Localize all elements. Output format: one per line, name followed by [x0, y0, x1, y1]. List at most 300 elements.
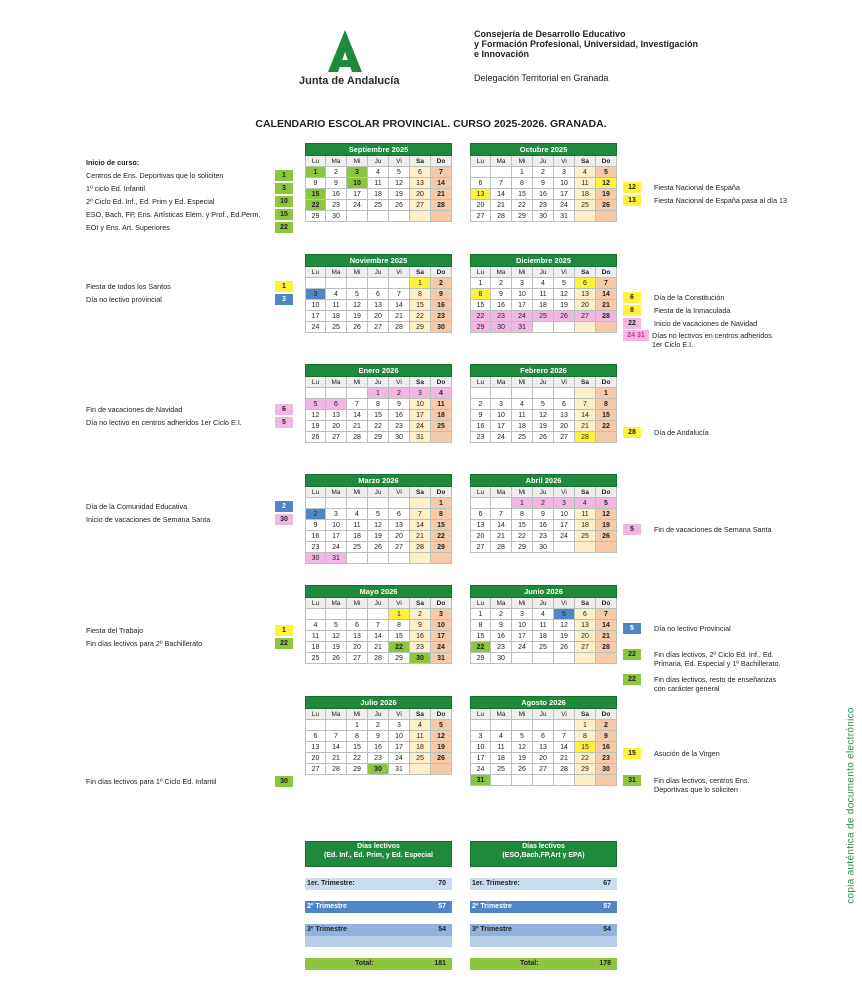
- month-grid: [305, 267, 452, 333]
- day-cell: 9: [431, 289, 452, 300]
- day-cell: 21: [491, 200, 512, 211]
- empty-day-cell: [554, 322, 575, 333]
- day-cell: 12: [389, 178, 410, 189]
- day-cell: 19: [389, 189, 410, 200]
- empty-day-cell: [596, 322, 617, 333]
- weekday-header: Mi: [512, 709, 533, 720]
- left-note-text: Fin días lectivos para 2º Bachillerato: [86, 639, 203, 648]
- empty-day-cell: [554, 542, 575, 553]
- day-cell: 22: [470, 311, 491, 322]
- day-cell: 30: [596, 764, 617, 775]
- day-cell: 13: [368, 300, 389, 311]
- day-cell: 10: [512, 620, 533, 631]
- weekday-header: Do: [431, 709, 452, 720]
- weekday-header: Mi: [512, 267, 533, 278]
- day-cell: 6: [305, 731, 326, 742]
- day-cell: 13: [554, 410, 575, 421]
- weekday-header: Mi: [347, 267, 368, 278]
- badge-day: 31: [635, 332, 645, 339]
- day-cell: 19: [596, 520, 617, 531]
- left-note-text: ESO, Bach, FP, Ens. Artísticas Elem. y Prof., Ed.Perm.: [86, 210, 261, 219]
- right-note-text: [654, 749, 720, 758]
- day-cell: 31: [470, 775, 491, 786]
- day-cell: 5: [554, 609, 575, 620]
- weekday-header: Do: [596, 156, 617, 167]
- month-calendar: [305, 696, 452, 775]
- day-cell: 27: [575, 311, 596, 322]
- date-badge: 2: [275, 501, 293, 512]
- day-cell: 20: [347, 642, 368, 653]
- school-days-summary: [470, 841, 617, 970]
- day-cell: 21: [389, 311, 410, 322]
- day-cell: 16: [431, 300, 452, 311]
- empty-day-cell: [368, 498, 389, 509]
- day-cell: 12: [554, 620, 575, 631]
- month-calendar: [305, 474, 452, 564]
- day-cell: 15: [470, 631, 491, 642]
- day-cell: 14: [491, 189, 512, 200]
- day-cell: 24: [512, 311, 533, 322]
- day-cell: 30: [491, 322, 512, 333]
- left-note-text: Inicio de vacaciones de Semana Santa: [86, 515, 211, 524]
- month-grid: [470, 487, 617, 553]
- day-cell: 11: [410, 731, 431, 742]
- weekday-header: Mi: [347, 598, 368, 609]
- day-cell: 7: [410, 509, 431, 520]
- empty-day-cell: [389, 553, 410, 564]
- day-cell: 11: [533, 289, 554, 300]
- day-cell: 22: [512, 531, 533, 542]
- day-cell: 14: [491, 520, 512, 531]
- summary-title: Días lectivos: [357, 843, 400, 850]
- weekday-header: Ma: [491, 598, 512, 609]
- day-cell: 16: [368, 742, 389, 753]
- note-line: Fin días lectivos, centros Ens.: [654, 776, 750, 785]
- day-cell: 17: [410, 410, 431, 421]
- day-cell: 17: [512, 631, 533, 642]
- empty-day-cell: [410, 211, 431, 222]
- day-cell: 16: [491, 300, 512, 311]
- empty-day-cell: [305, 609, 326, 620]
- right-note-text: [654, 776, 749, 794]
- day-cell: 27: [470, 211, 491, 222]
- day-cell: 4: [326, 289, 347, 300]
- right-note-text: [654, 650, 780, 668]
- day-cell: 16: [389, 410, 410, 421]
- weekday-header: Do: [596, 598, 617, 609]
- day-cell: 16: [533, 189, 554, 200]
- weekday-header: Vi: [554, 377, 575, 388]
- day-cell: 4: [305, 620, 326, 631]
- day-cell: 15: [305, 189, 326, 200]
- day-cell: 9: [533, 509, 554, 520]
- month-calendar: [470, 364, 617, 443]
- day-cell: 3: [491, 399, 512, 410]
- day-cell: 15: [368, 410, 389, 421]
- note-line: Inicio de vacaciones de Navidad: [654, 319, 758, 328]
- weekday-header: Ju: [368, 156, 389, 167]
- weekday-header: Ma: [326, 487, 347, 498]
- empty-day-cell: [326, 609, 347, 620]
- weekday-header: Ma: [491, 709, 512, 720]
- day-cell: 15: [431, 520, 452, 531]
- trimester-days: 54: [603, 926, 611, 933]
- summary-total-row: [470, 958, 617, 970]
- note-line: Deportivas que lo soliciten: [654, 785, 738, 794]
- empty-day-cell: [410, 553, 431, 564]
- day-cell: 20: [575, 631, 596, 642]
- right-note-text: [654, 196, 787, 205]
- day-cell: 18: [410, 742, 431, 753]
- note-line: Días no lectivos en centros adheridos: [652, 331, 772, 340]
- day-cell: 27: [389, 542, 410, 553]
- month-title: Junio 2026: [470, 585, 617, 598]
- day-cell: 8: [470, 289, 491, 300]
- weekday-header: Lu: [470, 598, 491, 609]
- date-badge: 22: [275, 222, 293, 233]
- weekday-header: Lu: [305, 156, 326, 167]
- day-cell: 3: [410, 388, 431, 399]
- right-note-text: [654, 675, 776, 693]
- empty-day-cell: [470, 388, 491, 399]
- weekday-header: Do: [431, 156, 452, 167]
- day-cell: 8: [512, 178, 533, 189]
- day-cell: 19: [554, 631, 575, 642]
- date-badge: 22: [275, 638, 293, 649]
- day-cell: 18: [533, 631, 554, 642]
- left-note-text: Día de la Comunidad Educativa: [86, 502, 188, 511]
- summary-spacer: [305, 947, 452, 958]
- empty-day-cell: [575, 211, 596, 222]
- day-cell: 26: [596, 531, 617, 542]
- weekday-header: Lu: [470, 156, 491, 167]
- day-cell: 1: [512, 167, 533, 178]
- left-note-text: Inicio de curso:: [86, 158, 140, 167]
- trimester-days: 54: [438, 926, 446, 933]
- left-note-text: Fin de vacaciones de Navidad: [86, 405, 183, 414]
- day-cell: 25: [512, 432, 533, 443]
- day-cell: 26: [512, 764, 533, 775]
- empty-day-cell: [533, 720, 554, 731]
- empty-day-cell: [554, 388, 575, 399]
- trimester-label: 2º Trimestre: [472, 903, 512, 910]
- empty-day-cell: [326, 388, 347, 399]
- day-cell: 15: [410, 300, 431, 311]
- left-note-text: Día no lectivo en centros adheridos 1er Ciclo E.I.: [86, 418, 242, 427]
- weekday-header: Sa: [410, 156, 431, 167]
- day-cell: 26: [326, 653, 347, 664]
- day-cell: 30: [431, 322, 452, 333]
- weekday-header: Ma: [326, 377, 347, 388]
- day-cell: 16: [533, 520, 554, 531]
- day-cell: 17: [554, 520, 575, 531]
- day-cell: 15: [575, 742, 596, 753]
- month-title: Marzo 2026: [305, 474, 452, 487]
- right-note-text: [654, 293, 724, 302]
- summary-subtitle: (Ed. Inf., Ed. Prim, y Ed. Especial: [324, 851, 433, 859]
- day-cell: 28: [347, 432, 368, 443]
- day-cell: 11: [326, 300, 347, 311]
- day-cell: 29: [431, 542, 452, 553]
- weekday-header: Ju: [368, 598, 389, 609]
- summary-spacer: [470, 890, 617, 901]
- empty-day-cell: [305, 278, 326, 289]
- month-grid: [305, 487, 452, 564]
- day-cell: 27: [410, 200, 431, 211]
- left-note-text: 2º Ciclo Ed. Inf., Ed. Prim y Ed. Especial: [86, 197, 215, 206]
- day-cell: 7: [326, 731, 347, 742]
- empty-day-cell: [389, 498, 410, 509]
- month-title: Diciembre 2025: [470, 254, 617, 267]
- month-grid: [470, 598, 617, 664]
- day-cell: 12: [533, 410, 554, 421]
- day-cell: 5: [596, 498, 617, 509]
- day-cell: 2: [596, 720, 617, 731]
- day-cell: 12: [347, 300, 368, 311]
- day-cell: 28: [326, 764, 347, 775]
- weekday-header: Lu: [470, 267, 491, 278]
- day-cell: 20: [368, 311, 389, 322]
- right-note-text: [652, 331, 772, 349]
- day-cell: 10: [512, 289, 533, 300]
- weekday-header: Ma: [326, 709, 347, 720]
- day-cell: 29: [368, 432, 389, 443]
- day-cell: 19: [326, 642, 347, 653]
- day-cell: 30: [305, 553, 326, 564]
- day-cell: 25: [575, 531, 596, 542]
- day-cell: 17: [491, 421, 512, 432]
- weekday-header: Sa: [410, 487, 431, 498]
- empty-day-cell: [512, 775, 533, 786]
- day-cell: 18: [347, 531, 368, 542]
- day-cell: 18: [575, 189, 596, 200]
- month-grid: [470, 267, 617, 333]
- delegacion-name: Delegación Territorial en Granada: [474, 73, 609, 83]
- day-cell: 13: [305, 742, 326, 753]
- day-cell: 3: [512, 278, 533, 289]
- month-grid: [305, 598, 452, 664]
- day-cell: 5: [368, 509, 389, 520]
- day-cell: 12: [512, 742, 533, 753]
- day-cell: 31: [431, 653, 452, 664]
- day-cell: 30: [533, 542, 554, 553]
- month-title: Agosto 2026: [470, 696, 617, 709]
- day-cell: 24: [389, 753, 410, 764]
- weekday-header: Do: [596, 377, 617, 388]
- day-cell: 31: [512, 322, 533, 333]
- empty-day-cell: [368, 278, 389, 289]
- trimester-row: [305, 901, 452, 913]
- trimester-label: 1er. Trimestre:: [307, 880, 355, 887]
- day-cell: 13: [389, 520, 410, 531]
- day-cell: 17: [305, 311, 326, 322]
- day-cell: 25: [305, 653, 326, 664]
- empty-day-cell: [491, 720, 512, 731]
- day-cell: 3: [554, 167, 575, 178]
- trimester-days: 70: [438, 880, 446, 887]
- empty-day-cell: [305, 498, 326, 509]
- left-note-text: Día no lectivo provincial: [86, 295, 162, 304]
- weekday-header: Sa: [575, 598, 596, 609]
- day-cell: 10: [554, 178, 575, 189]
- weekday-header: Sa: [410, 267, 431, 278]
- day-cell: 20: [410, 189, 431, 200]
- day-cell: 3: [470, 731, 491, 742]
- total-days: 178: [599, 960, 611, 967]
- day-cell: 7: [368, 620, 389, 631]
- day-cell: 7: [431, 167, 452, 178]
- day-cell: 13: [470, 189, 491, 200]
- day-cell: 25: [368, 200, 389, 211]
- right-note-text: [654, 183, 740, 192]
- trimester-days: 67: [603, 880, 611, 887]
- day-cell: 3: [389, 720, 410, 731]
- total-days: 181: [434, 960, 446, 967]
- day-cell: 25: [575, 200, 596, 211]
- day-cell: 25: [491, 764, 512, 775]
- day-cell: 30: [533, 211, 554, 222]
- day-cell: 21: [575, 421, 596, 432]
- weekday-header: Ma: [491, 267, 512, 278]
- day-cell: 23: [491, 311, 512, 322]
- day-cell: 29: [512, 542, 533, 553]
- weekday-header: Mi: [347, 487, 368, 498]
- day-cell: 29: [575, 764, 596, 775]
- date-badge: 22: [623, 649, 641, 660]
- empty-day-cell: [347, 609, 368, 620]
- month-calendar: [305, 364, 452, 443]
- summary-spacer: [470, 936, 617, 947]
- day-cell: 13: [410, 178, 431, 189]
- weekday-header: Do: [596, 709, 617, 720]
- empty-day-cell: [389, 211, 410, 222]
- right-note-text: [654, 306, 730, 315]
- day-cell: 30: [491, 653, 512, 664]
- weekday-header: Sa: [410, 598, 431, 609]
- day-cell: 2: [533, 498, 554, 509]
- day-cell: 22: [575, 753, 596, 764]
- day-cell: 6: [368, 289, 389, 300]
- empty-day-cell: [470, 720, 491, 731]
- month-title: Octubre 2025: [470, 143, 617, 156]
- day-cell: 13: [470, 520, 491, 531]
- date-badge: 28: [623, 427, 641, 438]
- weekday-header: Vi: [389, 267, 410, 278]
- day-cell: 26: [596, 200, 617, 211]
- weekday-header: Ju: [533, 156, 554, 167]
- weekday-header: Vi: [389, 709, 410, 720]
- day-cell: 7: [491, 178, 512, 189]
- day-cell: 6: [389, 509, 410, 520]
- summary-spacer: [305, 890, 452, 901]
- day-cell: 2: [326, 167, 347, 178]
- day-cell: 28: [491, 211, 512, 222]
- day-cell: 23: [305, 542, 326, 553]
- day-cell: 1: [470, 278, 491, 289]
- right-note-text: [654, 525, 771, 534]
- day-cell: 1: [512, 498, 533, 509]
- day-cell: 3: [326, 509, 347, 520]
- day-cell: 3: [554, 498, 575, 509]
- empty-day-cell: [368, 609, 389, 620]
- day-cell: 4: [512, 399, 533, 410]
- day-cell: 24: [347, 200, 368, 211]
- day-cell: 16: [305, 531, 326, 542]
- date-badge: 3: [275, 294, 293, 305]
- day-cell: 6: [554, 399, 575, 410]
- day-cell: 20: [554, 421, 575, 432]
- day-cell: 22: [410, 311, 431, 322]
- month-title: Mayo 2026: [305, 585, 452, 598]
- consejeria-name: Consejería de Desarrollo Educativo y Formación Profesional, Universidad, Investigación e Innovación: [474, 29, 699, 59]
- day-cell: 9: [533, 178, 554, 189]
- right-note-text: [654, 624, 731, 633]
- day-cell: 21: [596, 631, 617, 642]
- day-cell: 14: [431, 178, 452, 189]
- day-cell: 4: [533, 609, 554, 620]
- day-cell: 4: [410, 720, 431, 731]
- empty-day-cell: [431, 211, 452, 222]
- date-badge: 1: [275, 625, 293, 636]
- weekday-header: Vi: [389, 598, 410, 609]
- weekday-header: Vi: [554, 709, 575, 720]
- day-cell: 7: [596, 278, 617, 289]
- day-cell: 11: [305, 631, 326, 642]
- day-cell: 26: [305, 432, 326, 443]
- weekday-header: Ma: [326, 267, 347, 278]
- watermark: copia auténtica de documento electrónico: [845, 707, 857, 904]
- day-cell: 19: [431, 742, 452, 753]
- day-cell: 29: [512, 211, 533, 222]
- day-cell: 2: [368, 720, 389, 731]
- day-cell: 23: [368, 753, 389, 764]
- weekday-header: Sa: [575, 709, 596, 720]
- day-cell: 28: [491, 542, 512, 553]
- day-cell: 6: [470, 509, 491, 520]
- date-badge: 30: [275, 514, 293, 525]
- day-cell: 1: [575, 720, 596, 731]
- day-cell: 5: [533, 399, 554, 410]
- day-cell: 2: [431, 278, 452, 289]
- weekday-header: Mi: [347, 156, 368, 167]
- day-cell: 13: [347, 631, 368, 642]
- day-cell: 30: [326, 211, 347, 222]
- day-cell: 29: [347, 764, 368, 775]
- day-cell: 28: [389, 322, 410, 333]
- empty-day-cell: [431, 764, 452, 775]
- day-cell: 1: [389, 609, 410, 620]
- day-cell: 16: [470, 421, 491, 432]
- day-cell: 12: [326, 631, 347, 642]
- day-cell: 4: [368, 167, 389, 178]
- day-cell: 10: [491, 410, 512, 421]
- day-cell: 6: [347, 620, 368, 631]
- day-cell: 14: [326, 742, 347, 753]
- empty-day-cell: [596, 211, 617, 222]
- empty-day-cell: [554, 720, 575, 731]
- day-cell: 18: [326, 311, 347, 322]
- day-cell: 12: [554, 289, 575, 300]
- weekday-header: Mi: [512, 156, 533, 167]
- month-title: Noviembre 2025: [305, 254, 452, 267]
- left-note-text: Fiesta del Trabajo: [86, 626, 144, 635]
- summary-subtitle: (ESO,Bach,FP,Art y EPA): [502, 851, 585, 859]
- day-cell: 25: [533, 642, 554, 653]
- date-badge: 13: [623, 195, 641, 206]
- day-cell: 10: [305, 300, 326, 311]
- date-badge: 3: [275, 183, 293, 194]
- empty-day-cell: [347, 498, 368, 509]
